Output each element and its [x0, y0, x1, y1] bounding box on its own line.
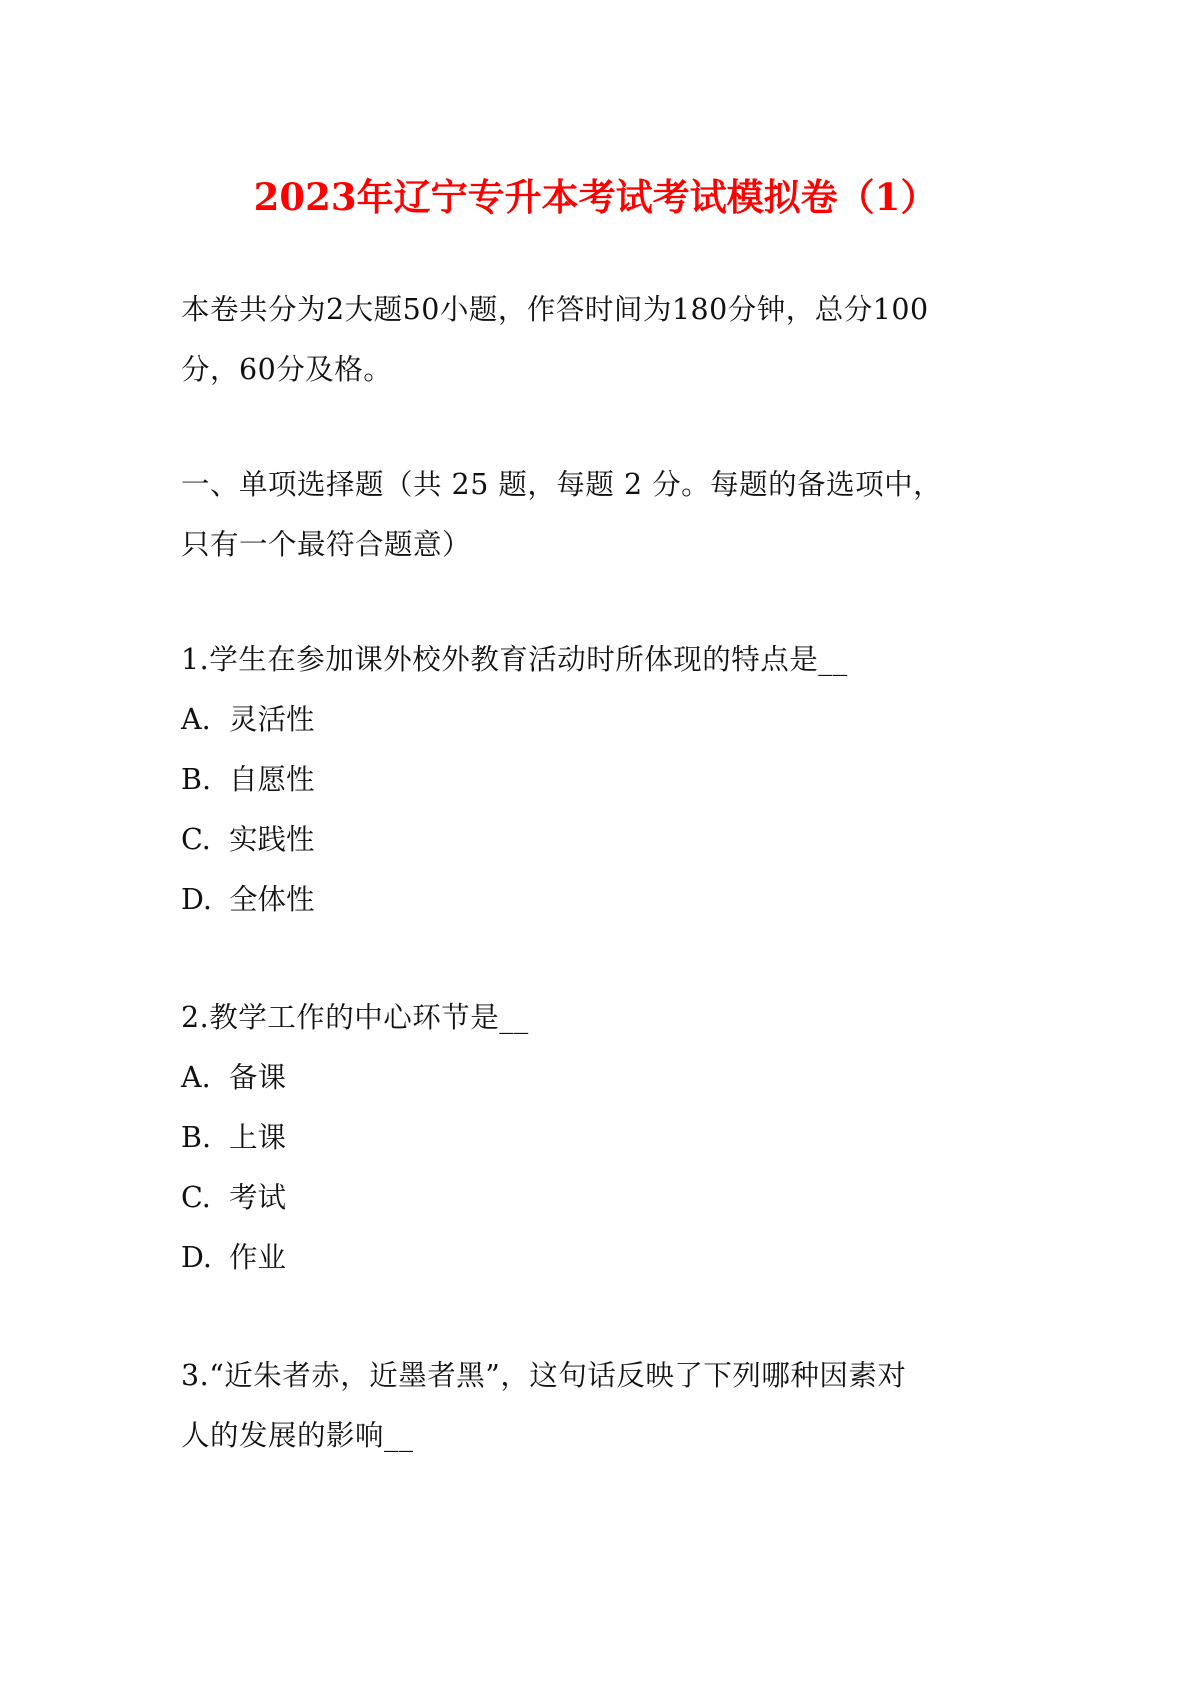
option-letter: D. [181, 1241, 212, 1274]
option-letter: D. [181, 883, 212, 916]
option-text: 自愿性 [229, 763, 315, 796]
option-letter: C. [181, 823, 211, 856]
option-text: 备课 [229, 1061, 287, 1094]
option-letter: B. [181, 763, 212, 796]
section-heading-line-2: 只有一个最符合题意） [181, 528, 472, 561]
question-3-stem-line-2: 人的发展的影响__ [181, 1419, 414, 1452]
question-2-option-b [181, 1118, 286, 1158]
option-text: 考试 [229, 1181, 287, 1214]
question-1-option-b [181, 760, 315, 800]
option-letter: A. [181, 1061, 211, 1094]
question-3-stem-line-1: 3.“近朱者赤，近墨者黑”，这句话反映了下列哪种因素对 [181, 1359, 907, 1392]
intro-line-1: 本卷共分为2大题50小题，作答时间为180分钟，总分100 [181, 293, 929, 326]
option-text: 作业 [229, 1241, 287, 1274]
option-letter: B. [181, 1121, 212, 1154]
section-heading-line-1: 一、单项选择题（共 25 题，每题 2 分。每题的备选项中， [181, 468, 943, 501]
question-2-option-a [181, 1058, 286, 1098]
option-text: 全体性 [229, 883, 315, 916]
question-2-option-c [181, 1178, 286, 1218]
option-text: 灵活性 [229, 703, 315, 736]
question-1-stem: 1.学生在参加课外校外教育活动时所体现的特点是__ [181, 643, 848, 676]
question-2-option-d [181, 1238, 286, 1278]
option-text: 上课 [229, 1121, 287, 1154]
question-1-option-d [181, 880, 315, 920]
question-2-stem: 2.教学工作的中心环节是__ [181, 1001, 529, 1034]
intro-line-2: 分，60分及格。 [181, 353, 393, 386]
question-1-option-c [181, 820, 315, 860]
question-1-option-a [181, 700, 315, 740]
option-text: 实践性 [229, 823, 315, 856]
option-letter: C. [181, 1181, 211, 1214]
document-title: 2023年辽宁专升本考试考试模拟卷（1） [253, 175, 938, 219]
option-letter: A. [181, 703, 211, 736]
